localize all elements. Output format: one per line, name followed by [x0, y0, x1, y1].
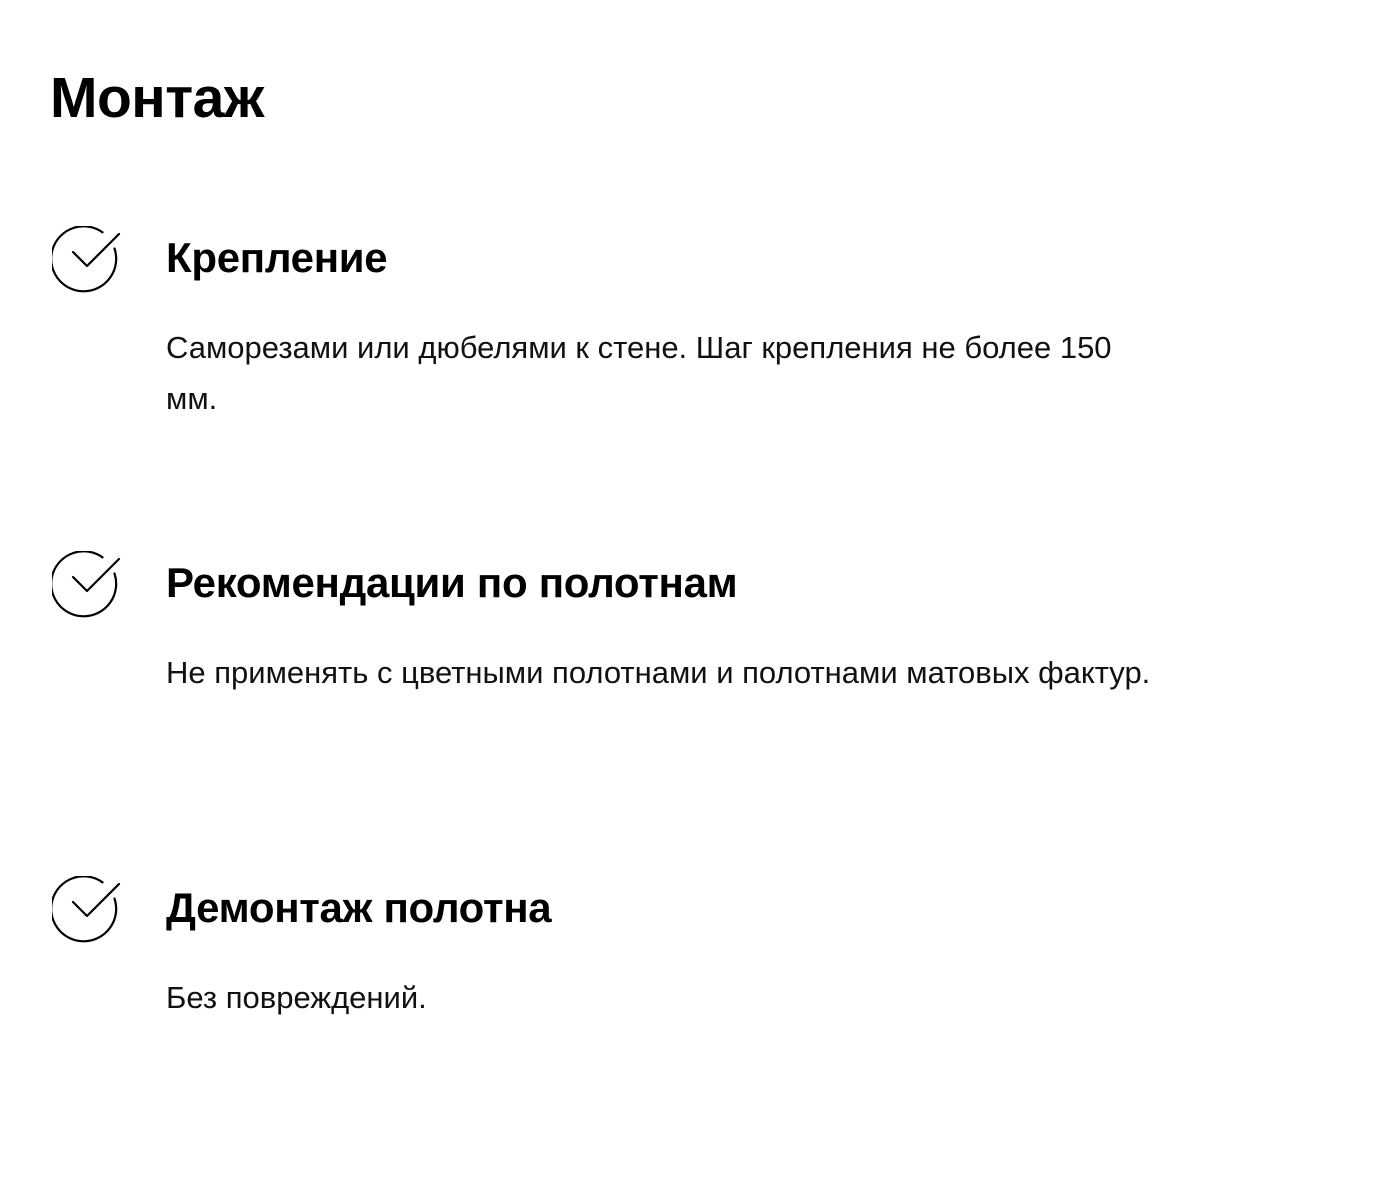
- page-title: Монтаж: [50, 66, 264, 130]
- check-circle-icon: [52, 226, 122, 296]
- check-circle-icon: [52, 876, 122, 946]
- feature-title: Крепление: [166, 234, 388, 281]
- feature-description: Не применять с цветными полотнами и полотнами матовых фактур.: [166, 655, 1151, 690]
- feature-description: Саморезами или дюбелями к стене. Шаг крепления не более 150 мм.: [166, 330, 1112, 416]
- feature-description: Без повреждений.: [166, 980, 427, 1015]
- feature-title: Демонтаж полотна: [166, 884, 552, 931]
- feature-title: Рекомендации по полотнам: [166, 559, 738, 606]
- check-circle-icon: [52, 551, 122, 621]
